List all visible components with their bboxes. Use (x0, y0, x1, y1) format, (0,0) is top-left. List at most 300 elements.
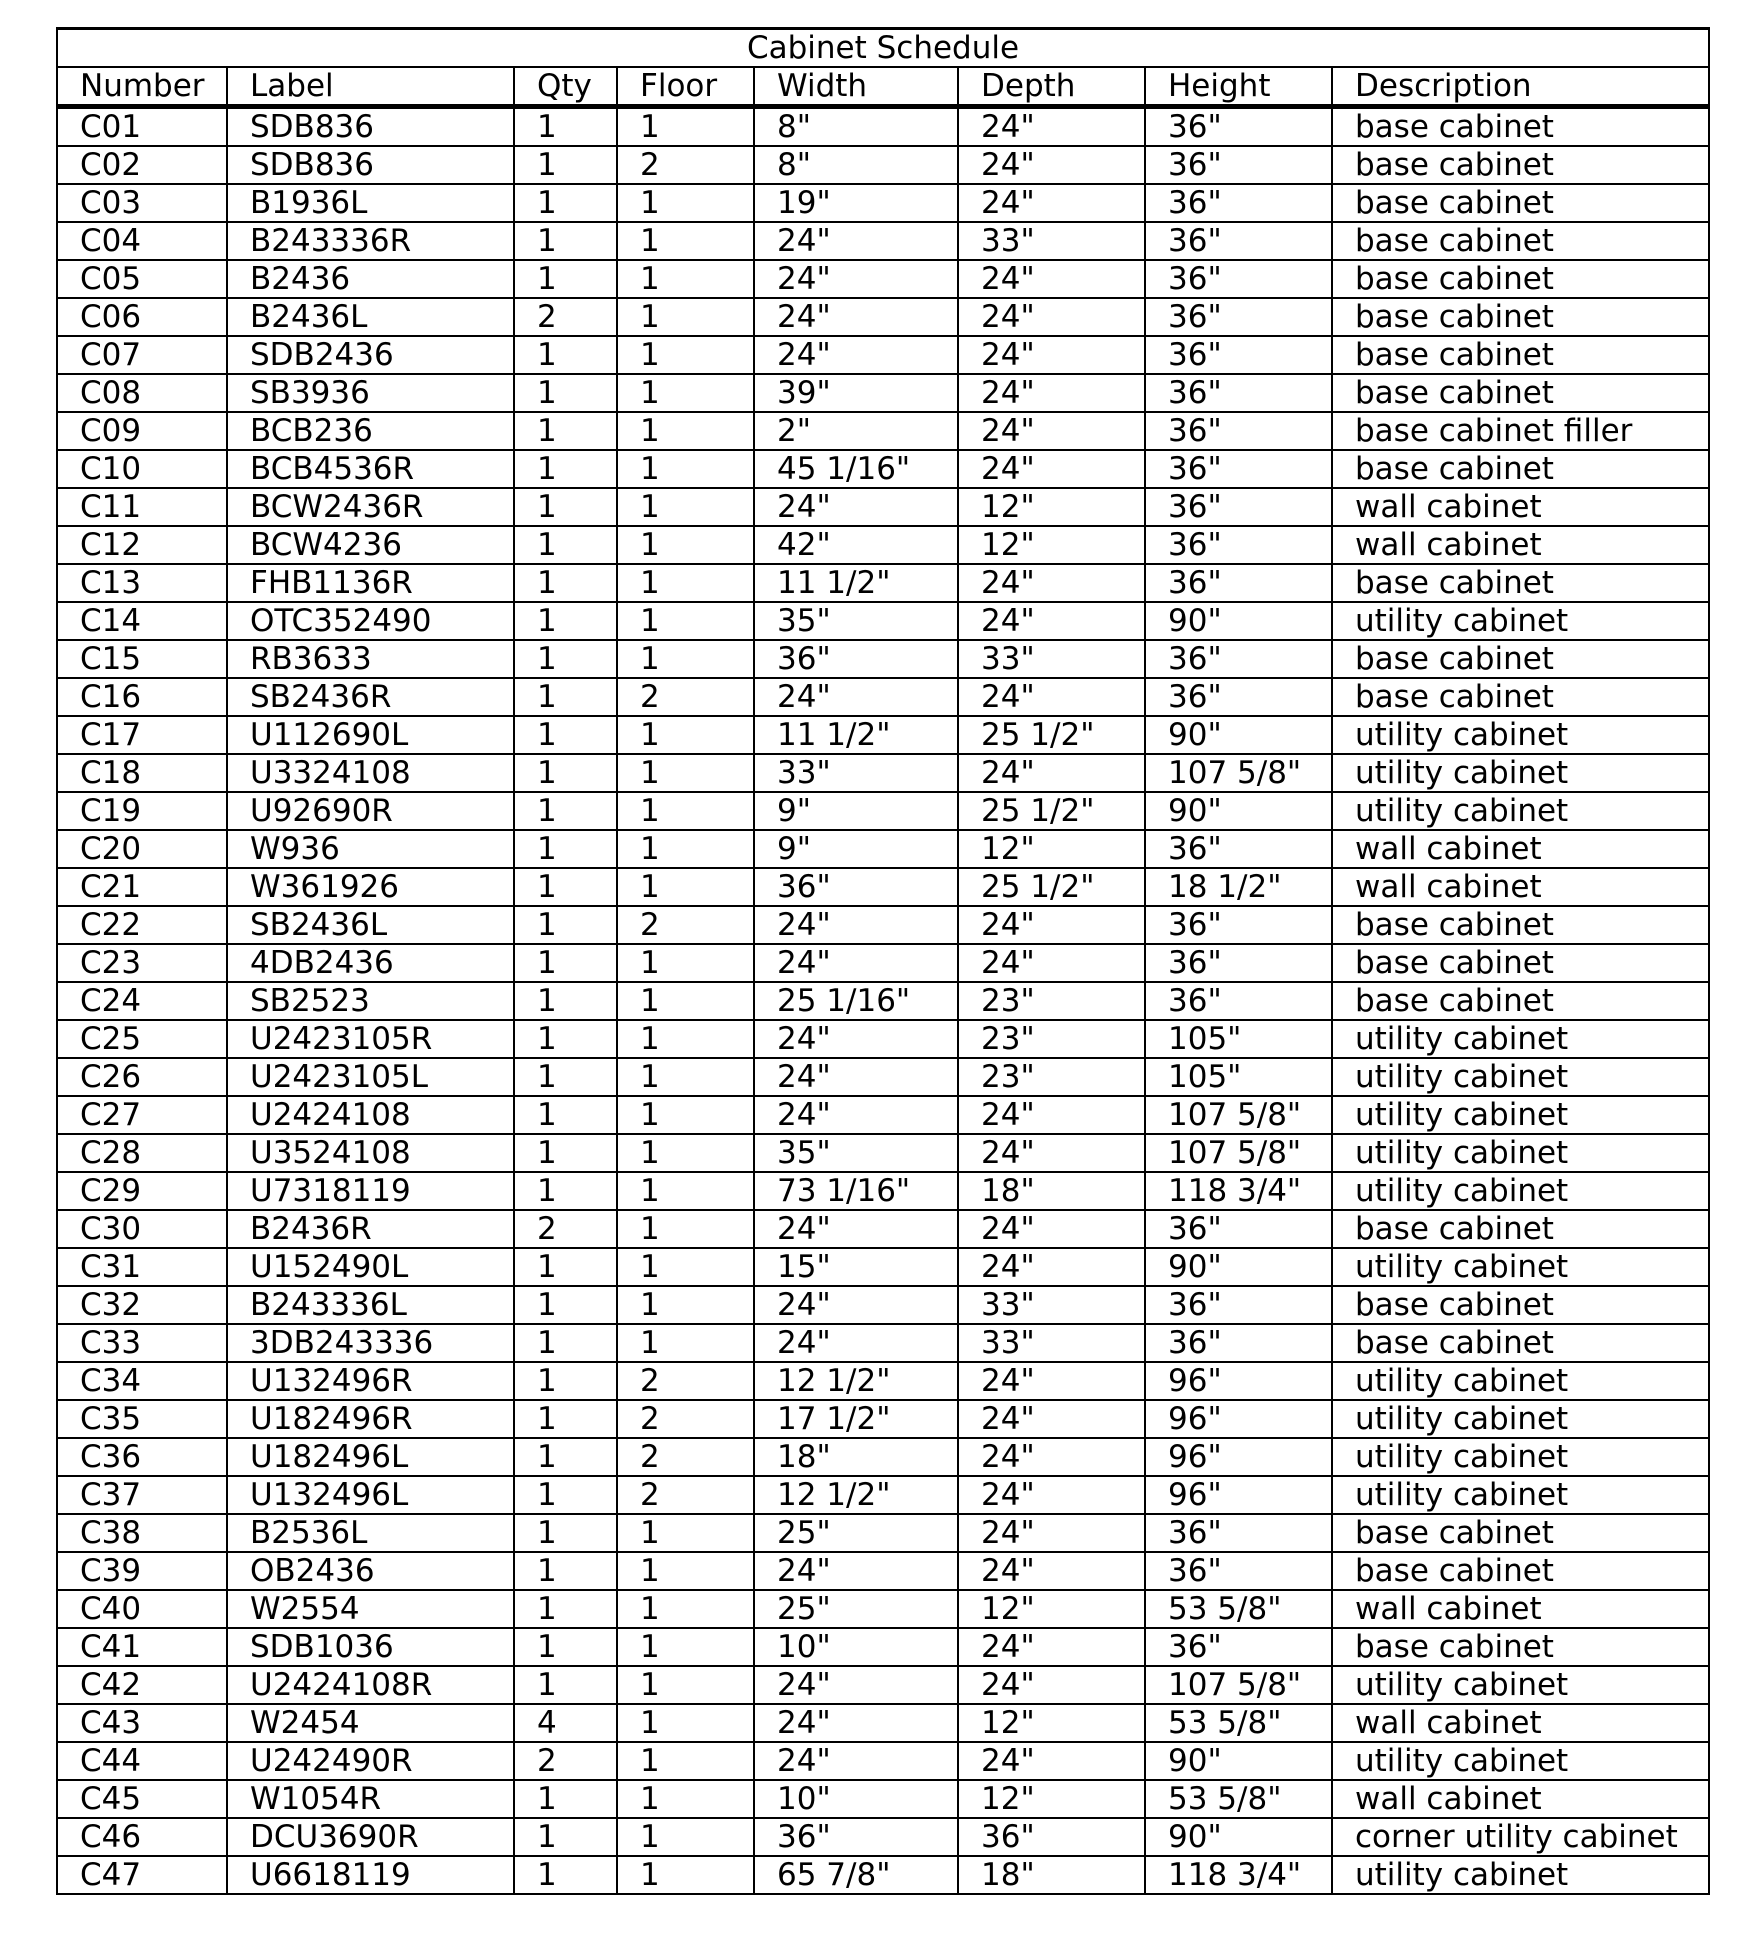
cell-height: 36" (1145, 1324, 1332, 1362)
table-row (57, 678, 1709, 716)
cell-label: SB3936 (227, 374, 514, 412)
cell-depth: 24" (958, 374, 1145, 412)
cell-description: base cabinet (1332, 1628, 1709, 1666)
cell-depth: 24" (958, 1362, 1145, 1400)
cell-width: 42" (754, 526, 958, 564)
cell-number: C19 (57, 792, 227, 830)
cell-floor: 1 (617, 336, 754, 374)
cell-number: C07 (57, 336, 227, 374)
cell-label: 3DB243336 (227, 1324, 514, 1362)
cell-height: 36" (1145, 906, 1332, 944)
cell-qty: 1 (514, 640, 617, 678)
cell-floor: 1 (617, 298, 754, 336)
cell-depth: 24" (958, 260, 1145, 298)
table-row (57, 1590, 1709, 1628)
cell-width: 24" (754, 260, 958, 298)
cell-height: 90" (1145, 1248, 1332, 1286)
table-row (57, 1362, 1709, 1400)
cell-qty: 1 (514, 146, 617, 184)
cell-qty: 1 (514, 526, 617, 564)
cell-label: BCW4236 (227, 526, 514, 564)
cell-label: B243336R (227, 222, 514, 260)
cell-qty: 1 (514, 450, 617, 488)
cell-height: 18 1/2" (1145, 868, 1332, 906)
cell-label: U182496R (227, 1400, 514, 1438)
cell-depth: 24" (958, 184, 1145, 222)
cell-number: C28 (57, 1134, 227, 1172)
cell-qty: 1 (514, 868, 617, 906)
cell-number: C04 (57, 222, 227, 260)
cell-width: 73 1/16" (754, 1172, 958, 1210)
cell-floor: 1 (617, 564, 754, 602)
cell-floor: 1 (617, 1590, 754, 1628)
cell-depth: 24" (958, 1476, 1145, 1514)
cell-floor: 1 (617, 1666, 754, 1704)
cell-width: 24" (754, 1286, 958, 1324)
cell-label: U2423105R (227, 1020, 514, 1058)
cell-floor: 1 (617, 944, 754, 982)
column-header-number: Number (57, 67, 227, 107)
cell-height: 105" (1145, 1020, 1332, 1058)
cell-width: 2" (754, 412, 958, 450)
cell-description: utility cabinet (1332, 1134, 1709, 1172)
cell-height: 36" (1145, 298, 1332, 336)
cell-width: 25 1/16" (754, 982, 958, 1020)
cell-label: OB2436 (227, 1552, 514, 1590)
cell-qty: 1 (514, 260, 617, 298)
cabinet-schedule-table (56, 27, 1710, 1895)
cell-qty: 1 (514, 1134, 617, 1172)
cell-width: 25" (754, 1590, 958, 1628)
table-row (57, 792, 1709, 830)
cell-qty: 1 (514, 1058, 617, 1096)
cell-floor: 1 (617, 412, 754, 450)
cell-depth: 24" (958, 298, 1145, 336)
cell-description: wall cabinet (1332, 868, 1709, 906)
cell-width: 35" (754, 1134, 958, 1172)
cell-description: base cabinet (1332, 222, 1709, 260)
table-row (57, 412, 1709, 450)
cell-floor: 2 (617, 678, 754, 716)
cell-number: C02 (57, 146, 227, 184)
cell-description: utility cabinet (1332, 1248, 1709, 1286)
cell-label: B2436R (227, 1210, 514, 1248)
cell-number: C23 (57, 944, 227, 982)
cell-depth: 18" (958, 1172, 1145, 1210)
cell-number: C17 (57, 716, 227, 754)
table-row (57, 1514, 1709, 1552)
cell-description: base cabinet (1332, 260, 1709, 298)
table-row (57, 1324, 1709, 1362)
cell-number: C30 (57, 1210, 227, 1248)
cell-description: base cabinet (1332, 107, 1709, 147)
cell-height: 105" (1145, 1058, 1332, 1096)
cell-floor: 1 (617, 526, 754, 564)
cell-depth: 23" (958, 1020, 1145, 1058)
cell-description: base cabinet (1332, 944, 1709, 982)
column-header-depth: Depth (958, 67, 1145, 107)
cell-label: SDB836 (227, 146, 514, 184)
cell-depth: 12" (958, 526, 1145, 564)
cell-depth: 36" (958, 1818, 1145, 1856)
cell-label: BCW2436R (227, 488, 514, 526)
cell-qty: 1 (514, 1400, 617, 1438)
cell-description: base cabinet (1332, 1286, 1709, 1324)
cell-number: C46 (57, 1818, 227, 1856)
cell-description: base cabinet filler (1332, 412, 1709, 450)
cell-floor: 1 (617, 1172, 754, 1210)
cell-depth: 24" (958, 1628, 1145, 1666)
cell-height: 36" (1145, 526, 1332, 564)
cell-height: 36" (1145, 222, 1332, 260)
cell-description: base cabinet (1332, 184, 1709, 222)
cell-label: SDB1036 (227, 1628, 514, 1666)
cell-number: C43 (57, 1704, 227, 1742)
cell-depth: 24" (958, 1210, 1145, 1248)
cell-depth: 33" (958, 640, 1145, 678)
cell-height: 36" (1145, 184, 1332, 222)
cell-floor: 1 (617, 1248, 754, 1286)
cell-description: wall cabinet (1332, 1780, 1709, 1818)
cell-qty: 1 (514, 564, 617, 602)
table-row (57, 1628, 1709, 1666)
cell-qty: 1 (514, 374, 617, 412)
cell-height: 36" (1145, 1514, 1332, 1552)
cell-number: C42 (57, 1666, 227, 1704)
cell-depth: 24" (958, 1552, 1145, 1590)
cell-qty: 1 (514, 1818, 617, 1856)
cell-qty: 4 (514, 1704, 617, 1742)
cell-depth: 25 1/2" (958, 792, 1145, 830)
table-row (57, 716, 1709, 754)
cell-qty: 2 (514, 1210, 617, 1248)
cell-floor: 1 (617, 1704, 754, 1742)
cell-height: 107 5/8" (1145, 1096, 1332, 1134)
cell-width: 24" (754, 1704, 958, 1742)
table-row (57, 1058, 1709, 1096)
cell-qty: 1 (514, 1666, 617, 1704)
cell-floor: 1 (617, 830, 754, 868)
cell-height: 107 5/8" (1145, 1666, 1332, 1704)
cell-width: 65 7/8" (754, 1856, 958, 1894)
cell-floor: 1 (617, 488, 754, 526)
table-row (57, 1172, 1709, 1210)
cell-number: C33 (57, 1324, 227, 1362)
cell-description: wall cabinet (1332, 1590, 1709, 1628)
cell-depth: 24" (958, 944, 1145, 982)
cell-height: 96" (1145, 1438, 1332, 1476)
cell-number: C24 (57, 982, 227, 1020)
cell-number: C32 (57, 1286, 227, 1324)
cell-height: 90" (1145, 1742, 1332, 1780)
table-row (57, 1286, 1709, 1324)
cell-floor: 1 (617, 1210, 754, 1248)
cell-label: B2436 (227, 260, 514, 298)
cell-width: 19" (754, 184, 958, 222)
cell-width: 10" (754, 1628, 958, 1666)
cell-qty: 1 (514, 830, 617, 868)
cell-depth: 12" (958, 830, 1145, 868)
cell-width: 12 1/2" (754, 1476, 958, 1514)
cell-floor: 2 (617, 906, 754, 944)
cell-floor: 1 (617, 1020, 754, 1058)
cell-description: base cabinet (1332, 298, 1709, 336)
table-row (57, 526, 1709, 564)
cell-height: 96" (1145, 1476, 1332, 1514)
cell-depth: 23" (958, 982, 1145, 1020)
cell-floor: 1 (617, 1856, 754, 1894)
cell-number: C25 (57, 1020, 227, 1058)
cell-number: C38 (57, 1514, 227, 1552)
cell-label: B2536L (227, 1514, 514, 1552)
cell-label: U2424108R (227, 1666, 514, 1704)
header-row (57, 67, 1709, 107)
cell-height: 53 5/8" (1145, 1590, 1332, 1628)
cell-qty: 1 (514, 944, 617, 982)
cell-depth: 33" (958, 1324, 1145, 1362)
cell-label: B2436L (227, 298, 514, 336)
cell-width: 25" (754, 1514, 958, 1552)
cell-description: corner utility cabinet (1332, 1818, 1709, 1856)
cell-label: W361926 (227, 868, 514, 906)
cell-width: 24" (754, 906, 958, 944)
cell-label: U132496R (227, 1362, 514, 1400)
cell-number: C34 (57, 1362, 227, 1400)
cell-description: utility cabinet (1332, 1742, 1709, 1780)
cell-label: SB2523 (227, 982, 514, 1020)
cell-height: 118 3/4" (1145, 1856, 1332, 1894)
table-row (57, 1856, 1709, 1894)
table-row (57, 944, 1709, 982)
table-row (57, 1248, 1709, 1286)
cell-width: 15" (754, 1248, 958, 1286)
cell-depth: 23" (958, 1058, 1145, 1096)
cell-qty: 1 (514, 906, 617, 944)
cell-depth: 24" (958, 754, 1145, 792)
table-row (57, 982, 1709, 1020)
table-row (57, 640, 1709, 678)
cell-number: C29 (57, 1172, 227, 1210)
cell-qty: 1 (514, 488, 617, 526)
cell-width: 8" (754, 146, 958, 184)
cell-description: utility cabinet (1332, 602, 1709, 640)
cell-label: SB2436R (227, 678, 514, 716)
cell-number: C15 (57, 640, 227, 678)
cell-height: 36" (1145, 488, 1332, 526)
cell-description: base cabinet (1332, 906, 1709, 944)
cell-depth: 24" (958, 1400, 1145, 1438)
cell-label: 4DB2436 (227, 944, 514, 982)
table-row (57, 336, 1709, 374)
cell-number: C36 (57, 1438, 227, 1476)
cell-width: 24" (754, 298, 958, 336)
cell-width: 24" (754, 1210, 958, 1248)
cell-height: 36" (1145, 640, 1332, 678)
cell-label: SDB836 (227, 107, 514, 147)
cell-label: W2454 (227, 1704, 514, 1742)
cell-depth: 24" (958, 1514, 1145, 1552)
cell-width: 24" (754, 1666, 958, 1704)
cell-floor: 1 (617, 1514, 754, 1552)
cell-height: 36" (1145, 1552, 1332, 1590)
cell-number: C14 (57, 602, 227, 640)
cell-qty: 1 (514, 1476, 617, 1514)
cell-number: C18 (57, 754, 227, 792)
table-row (57, 1438, 1709, 1476)
cell-number: C39 (57, 1552, 227, 1590)
cell-width: 24" (754, 1020, 958, 1058)
cell-number: C05 (57, 260, 227, 298)
table-row (57, 146, 1709, 184)
cell-width: 36" (754, 640, 958, 678)
cell-depth: 33" (958, 222, 1145, 260)
cell-depth: 33" (958, 1286, 1145, 1324)
cell-height: 36" (1145, 146, 1332, 184)
cabinet-schedule-sheet (56, 27, 1708, 1895)
cell-number: C10 (57, 450, 227, 488)
column-header-floor: Floor (617, 67, 754, 107)
cell-label: U112690L (227, 716, 514, 754)
table-row (57, 1096, 1709, 1134)
cell-floor: 1 (617, 1818, 754, 1856)
cell-depth: 24" (958, 678, 1145, 716)
cell-width: 36" (754, 1818, 958, 1856)
cell-number: C08 (57, 374, 227, 412)
cell-number: C35 (57, 1400, 227, 1438)
cell-width: 33" (754, 754, 958, 792)
cell-qty: 1 (514, 222, 617, 260)
cell-depth: 24" (958, 146, 1145, 184)
table-row (57, 564, 1709, 602)
cell-height: 36" (1145, 564, 1332, 602)
cell-height: 96" (1145, 1400, 1332, 1438)
cell-label: U6618119 (227, 1856, 514, 1894)
cell-floor: 1 (617, 1286, 754, 1324)
cell-number: C06 (57, 298, 227, 336)
cell-qty: 1 (514, 1248, 617, 1286)
cell-label: W936 (227, 830, 514, 868)
cell-description: base cabinet (1332, 146, 1709, 184)
cell-height: 53 5/8" (1145, 1704, 1332, 1742)
cell-width: 24" (754, 1552, 958, 1590)
cell-qty: 1 (514, 1324, 617, 1362)
cell-floor: 1 (617, 1780, 754, 1818)
cell-qty: 1 (514, 107, 617, 147)
cell-qty: 1 (514, 1514, 617, 1552)
cell-qty: 1 (514, 1590, 617, 1628)
cell-width: 45 1/16" (754, 450, 958, 488)
table-row (57, 298, 1709, 336)
cell-label: U3524108 (227, 1134, 514, 1172)
cell-qty: 1 (514, 336, 617, 374)
cell-floor: 1 (617, 792, 754, 830)
cell-description: utility cabinet (1332, 1856, 1709, 1894)
cell-label: BCB4536R (227, 450, 514, 488)
cell-description: base cabinet (1332, 1514, 1709, 1552)
table-row (57, 1020, 1709, 1058)
cell-description: wall cabinet (1332, 488, 1709, 526)
cell-depth: 12" (958, 1590, 1145, 1628)
cell-depth: 24" (958, 906, 1145, 944)
column-header-height: Height (1145, 67, 1332, 107)
cell-width: 39" (754, 374, 958, 412)
cell-width: 12 1/2" (754, 1362, 958, 1400)
cell-description: base cabinet (1332, 982, 1709, 1020)
cell-qty: 1 (514, 1856, 617, 1894)
cell-number: C20 (57, 830, 227, 868)
cell-description: utility cabinet (1332, 1362, 1709, 1400)
cell-number: C03 (57, 184, 227, 222)
cell-description: wall cabinet (1332, 1704, 1709, 1742)
cell-qty: 1 (514, 1552, 617, 1590)
cell-floor: 1 (617, 450, 754, 488)
cell-width: 24" (754, 1096, 958, 1134)
cell-qty: 1 (514, 1020, 617, 1058)
cell-width: 9" (754, 830, 958, 868)
cell-description: utility cabinet (1332, 1438, 1709, 1476)
cell-label: W1054R (227, 1780, 514, 1818)
cell-height: 36" (1145, 678, 1332, 716)
cell-width: 24" (754, 488, 958, 526)
cell-number: C44 (57, 1742, 227, 1780)
cell-description: utility cabinet (1332, 1172, 1709, 1210)
cell-floor: 1 (617, 374, 754, 412)
table-row (57, 1704, 1709, 1742)
cell-floor: 1 (617, 1058, 754, 1096)
cell-description: base cabinet (1332, 450, 1709, 488)
cell-description: utility cabinet (1332, 792, 1709, 830)
cell-qty: 1 (514, 1780, 617, 1818)
cell-floor: 2 (617, 1400, 754, 1438)
cell-label: W2554 (227, 1590, 514, 1628)
cell-qty: 1 (514, 1096, 617, 1134)
cell-height: 36" (1145, 830, 1332, 868)
cell-number: C22 (57, 906, 227, 944)
table-row (57, 260, 1709, 298)
cell-label: B243336L (227, 1286, 514, 1324)
table-row (57, 374, 1709, 412)
cell-number: C40 (57, 1590, 227, 1628)
cell-width: 11 1/2" (754, 564, 958, 602)
cell-description: base cabinet (1332, 678, 1709, 716)
cell-label: OTC352490 (227, 602, 514, 640)
cell-label: SDB2436 (227, 336, 514, 374)
table-row (57, 450, 1709, 488)
cell-floor: 1 (617, 1134, 754, 1172)
cell-description: base cabinet (1332, 1324, 1709, 1362)
cell-label: U132496L (227, 1476, 514, 1514)
cell-floor: 1 (617, 1096, 754, 1134)
cell-height: 36" (1145, 982, 1332, 1020)
cell-height: 107 5/8" (1145, 1134, 1332, 1172)
cell-label: RB3633 (227, 640, 514, 678)
cell-depth: 24" (958, 1096, 1145, 1134)
table-row (57, 107, 1709, 147)
cell-floor: 2 (617, 1476, 754, 1514)
cell-description: wall cabinet (1332, 526, 1709, 564)
cell-qty: 1 (514, 716, 617, 754)
cell-qty: 1 (514, 602, 617, 640)
cell-label: U92690R (227, 792, 514, 830)
cell-depth: 25 1/2" (958, 716, 1145, 754)
table-body (57, 107, 1709, 1895)
table-row (57, 602, 1709, 640)
cell-width: 24" (754, 336, 958, 374)
cell-width: 24" (754, 1324, 958, 1362)
cell-qty: 1 (514, 754, 617, 792)
cell-number: C37 (57, 1476, 227, 1514)
cell-depth: 12" (958, 1780, 1145, 1818)
